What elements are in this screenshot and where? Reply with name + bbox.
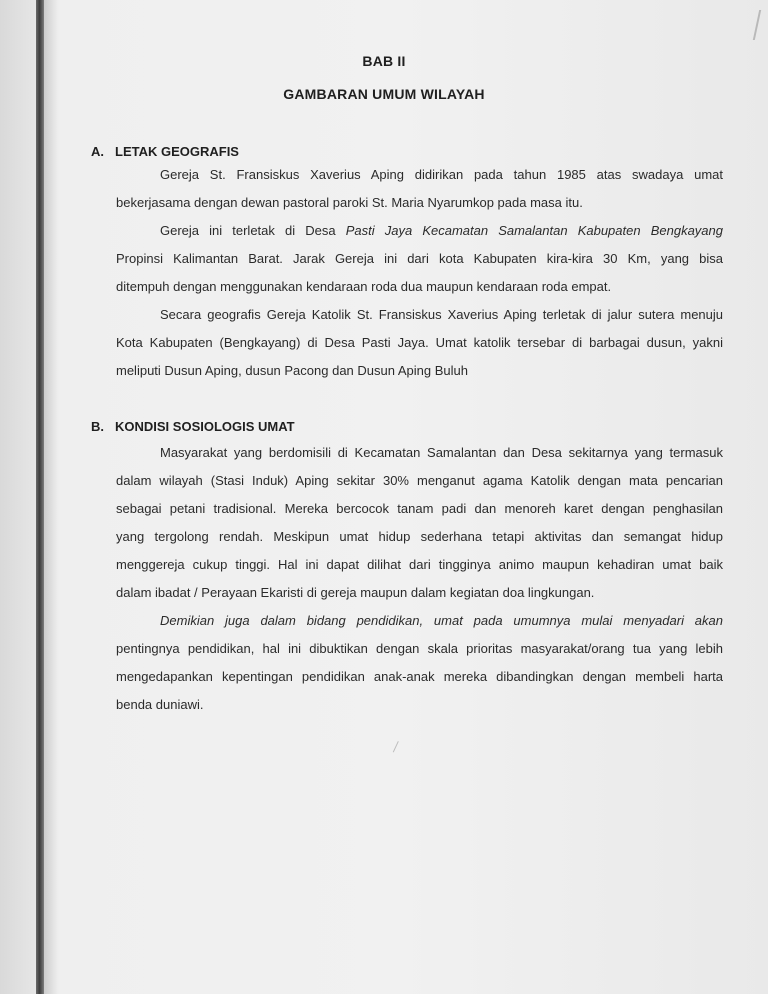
paragraph-line: meliputi Dusun Aping, dusun Pacong dan Dusun Aping Buluh [116,363,468,378]
paragraph-line: Gereja St. Fransiskus Xaverius Aping didirikan pada tahun 1985 atas swadaya umat [160,167,723,182]
paragraph-line: Masyarakat yang berdomisili di Kecamatan Samalantan dan Desa sekitarnya yang termasuk [160,445,723,460]
section-b-heading [91,419,295,434]
section-a-heading [91,144,239,159]
paragraph-line: yang tergolong rendah. Meskipun umat hidup sederhana tetapi aktivitas dan semangat hidup [116,529,723,544]
paragraph-line: bekerjasama dengan dewan pastoral paroki St. Maria Nyarumkop pada masa itu. [116,195,583,210]
paragraph-line: mengedapankan kepentingan pendidikan anak-anak mereka dibandingkan dengan membeli harta [116,669,723,684]
section-b-letter: B. [91,419,104,434]
chapter-number: BAB II [362,53,406,69]
paragraph-line: Demikian juga dalam bidang pendidikan, umat pada umumnya mulai menyadari akan [160,613,723,628]
paragraph-line: Secara geografis Gereja Katolik St. Fransiskus Xaverius Aping terletak di jalur sutera menuju [160,307,723,322]
paragraph-line: Kota Kabupaten (Bengkayang) di Desa Pasti Jaya. Umat katolik tersebar di barbagai dusun, yakni [116,335,723,350]
paragraph-line-part: Gereja ini terletak di Desa [160,223,346,238]
corner-scan-mark [739,10,761,40]
paragraph-line: benda duniawi. [116,697,204,712]
binding-shadow [44,0,58,994]
scan-speck [393,741,404,755]
chapter-title: GAMBARAN UMUM WILAYAH [283,86,485,102]
section-b-title: KONDISI SOSIOLOGIS UMAT [115,419,295,434]
section-a-letter: A. [91,144,104,159]
paragraph-line: pentingnya pendidikan, hal ini dibuktikan dengan skala prioritas masyarakat/orang tua yang lebih [116,641,723,656]
binding-edge [36,0,44,994]
paragraph-line: sebagai petani tradisional. Mereka bercocok tanam padi dan menoreh karet dengan penghasilan [116,501,723,516]
paragraph-line: menggereja cukup tinggi. Hal ini dapat dilihat dari tingginya animo maupun kehadiran umat baik [116,557,723,572]
paragraph-line: Propinsi Kalimantan Barat. Jarak Gereja ini dari kota Kabupaten kira-kira 30 Km, yang bisa [116,251,723,266]
paragraph-line [160,222,723,239]
paragraph-line: ditempuh dengan menggunakan kendaraan roda dua maupun kendaraan roda empat. [116,279,612,294]
section-a-title: LETAK GEOGRAFIS [115,144,239,159]
paragraph-line: dalam wilayah (Stasi Induk) Aping sekitar 30% menganut agama Katolik dengan mata pencarian [116,473,723,488]
paragraph-line-italic-part: Pasti Jaya Kecamatan Samalantan Kabupaten Bengkayang [345,223,723,238]
paragraph-line: dalam ibadat / Perayaan Ekaristi di gereja maupun dalam kegiatan doa lingkungan. [116,585,595,600]
